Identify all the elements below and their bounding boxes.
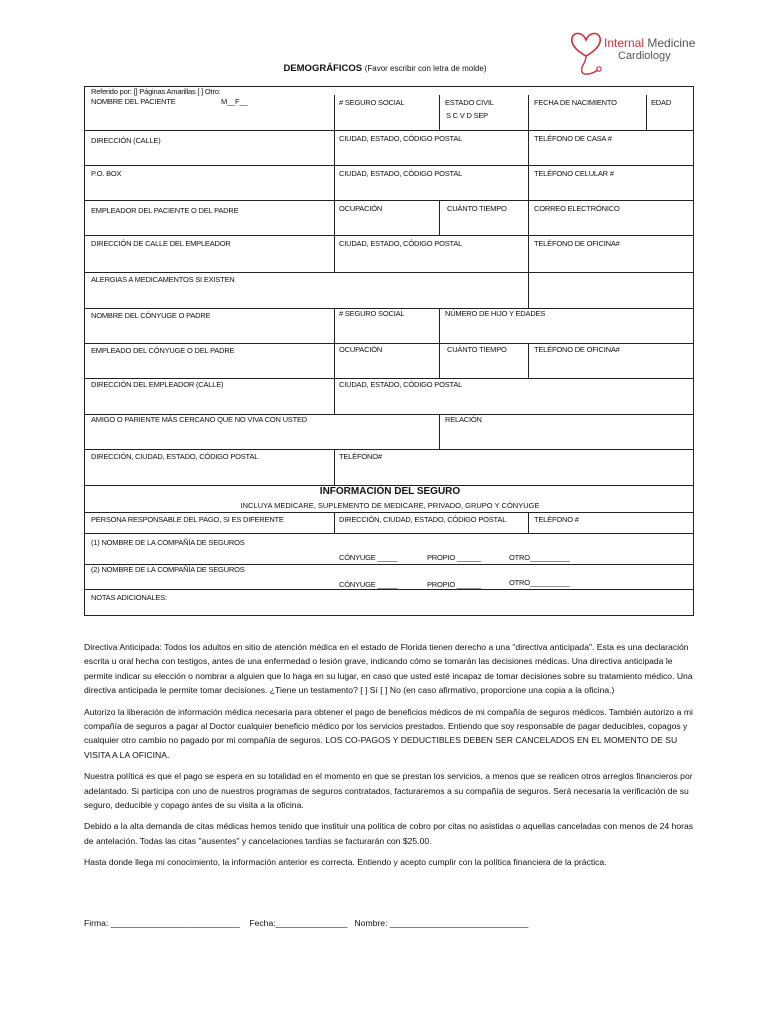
employer-label: EMPLEADOR DEL PACIENTE O DEL PADRE (91, 206, 239, 215)
spouse-employer-label: EMPLEADO DEL CÓNYUGE O DEL PADRE (91, 346, 235, 355)
city-label-4: CIUDAD, ESTADO, CÓDIGO POSTAL (339, 380, 463, 389)
col-line (528, 343, 529, 378)
sex-field[interactable]: M__F__ (221, 97, 248, 106)
office-phone-label-1: TELÉFONO DE OFICINA# (534, 239, 620, 248)
po-box-label: P.O. BOX (91, 169, 122, 178)
nearest-relative-label: AMIGO O PARIENTE MÁS CERCANO QUE NO VIVA CON USTED (91, 415, 308, 424)
col-line (439, 200, 440, 235)
home-phone-label: TELÉFONO DE CASA # (534, 134, 612, 143)
occupation-label-1: OCUPACIÓN (339, 204, 383, 213)
insurance-section-title: INFORMACIÓN DEL SEGURO (319, 486, 461, 497)
occupation-label-2: OCUPACIÓN (339, 345, 383, 354)
document-title (0, 63, 770, 74)
no-show-policy-paragraph: Debido a la alta demanda de citas médicas hemos tenido que instituir una política de cobro por citas no asistidas o aquellas canceladas con menos de 24 horas de antelación. Todas las citas "ausentes" y cancelaciones tardías se facturarán con $25.00. (84, 821, 694, 846)
office-phone-label-2: TELÉFONO DE OFICINA# (534, 345, 620, 354)
how-long-label-1: CUÁNTO TIEMPO (447, 204, 507, 213)
insurance-2-spouse-field[interactable]: CÓNYUGE _____ (339, 580, 398, 589)
responsible-address-label: DIRECCIÓN, CIUDAD, ESTADO, CÓDIGO POSTAL (339, 515, 507, 524)
spouse-name-label: NOMBRE DEL CÓNYUGE O PADRE (91, 311, 211, 320)
city-label-3: CIUDAD, ESTADO, CÓDIGO POSTAL (339, 239, 463, 248)
row-line (85, 343, 693, 344)
row-line (85, 235, 693, 236)
authorization-paragraph: Autorizo la liberación de información médica necesaria para obtener el pago de beneficios médicos de mi compañía de seguros médicos. También autorizo a mi compañía de seguros a pagar al Doctor cualquier beneficio médico por los servicios prestados. Entiendo que soy responsable de pagar deducibles, copagos y cualquier otro cambio no pagado por mi compañía de seguros. LOS CO-PAGOS Y DEDUCTIBLES DEBEN SER CANCELADOS EN EL MOMENTO DE SU VISITA A LA OFICINA. (84, 706, 693, 760)
patient-name-label: NOMBRE DEL PACIENTE (91, 97, 176, 106)
col-line (439, 95, 440, 130)
allergies-label: ALERGIAS A MEDICAMENTOS SI EXISTEN (91, 275, 235, 284)
row-line (85, 130, 693, 131)
cell-phone-label: TELÉFONO CELULAR # (534, 169, 614, 178)
birthdate-label: FECHA DE NACIMIENTO (534, 98, 617, 107)
phone-label: TELÉFONO# (339, 452, 382, 461)
advance-directive-paragraph: Directiva Anticipada: Todos los adultos en sitio de atención médica en el estado de Florida tienen derecho a una "directiva anticipada". Esta es una declaración escrita u oral hecha con testigos, antes de una enfermedad o lesión grave, indicando cómo se tomarán las decisiones médicas. Una directiva anticipada le permite indicar su elección o nombrar a alguien que lo haga en su lugar, en caso que usted esté incapaz de tomar decisiones sobre su tratamiento médico. Una directiva anticipada le permite tomar decisiones. ¿Tiene un testamento? [ ] Sí [ ] No (en caso afirmativo, proporcione una copia a la oficina.) (84, 642, 693, 696)
insurance-section-subtitle: INCLUYA MEDICARE, SUPLEMENTO DE MEDICARE, PRIVADO, GRUPO Y CÓNYUGE (240, 501, 540, 510)
payment-policy-paragraph: Nuestra política es que el pago se espera en su totalidad en el momento en que se prestan los servicios, a menos que se realicen otros arreglos financieros por adelantado. Si participa con uno de nuestros programas de seguros contratados, facturaremos a su compañía de seguros. Será necesaria la verificación de su seguro, deducible y copago antes de su visita a la oficina. (84, 771, 693, 811)
row-line (85, 449, 693, 450)
logo-word-cardiology: Cardiology (618, 50, 671, 62)
row-line (85, 589, 693, 590)
insurance-company-1-label: (1) NOMBRE DE LA COMPAÑÍA DE SEGUROS (91, 538, 245, 547)
email-label: CORREO ELECTRÓNICO (534, 204, 620, 213)
marital-status-options[interactable]: S C V D SEP (446, 111, 488, 120)
additional-notes-label: NOTAS ADICIONALES: (91, 593, 167, 602)
employer-address-label-2: DIRECCIÓN DEL EMPLEADOR (CALLE) (91, 380, 224, 389)
title-sub: (Favor escribir con letra de molde) (364, 64, 487, 73)
insurance-1-self-field[interactable]: PROPIO ______ (427, 553, 481, 562)
insurance-1-spouse-field[interactable]: CÓNYUGE _____ (339, 553, 398, 562)
title-main: DEMOGRÁFICOS (283, 63, 363, 74)
row-line (85, 533, 693, 534)
insurance-2-other-field[interactable]: OTRO__________ (509, 578, 570, 587)
age-label: EDAD (651, 98, 672, 107)
full-address-label: DIRECCIÓN, CIUDAD, ESTADO, CÓDIGO POSTAL (91, 452, 259, 461)
responsible-phone-label: TELÉFONO # (534, 515, 579, 524)
demographics-form (84, 86, 694, 616)
col-line (334, 308, 335, 378)
date-field[interactable]: Fecha:_______________ (249, 918, 348, 928)
row-line (85, 165, 693, 166)
col-line (439, 414, 440, 449)
responsible-party-label: PERSONA RESPONSABLE DEL PAGO, SI ES DIFERENTE (91, 515, 284, 524)
policy-text (84, 640, 696, 877)
referido-label: Referido por: [] Páginas Amarillas [ ] Otro: (91, 87, 221, 96)
col-line (528, 512, 529, 533)
insurance-company-2-label: (2) NOMBRE DE LA COMPAÑÍA DE SEGUROS (91, 565, 245, 574)
col-line (334, 449, 335, 485)
col-line (334, 512, 335, 533)
relationship-label: RELACIÓN (445, 415, 482, 424)
signature-field[interactable]: Firma: ___________________________ (84, 918, 240, 928)
city-label-1: CIUDAD, ESTADO, CÓDIGO POSTAL (339, 134, 463, 143)
col-line (646, 95, 647, 130)
logo-word-internal: Internal (604, 36, 645, 50)
col-line (334, 95, 335, 272)
ssn-label-2: # SEGURO SOCIAL (339, 309, 405, 318)
acknowledgement-paragraph: Hasta donde llega mi conocimiento, la información anterior es correcta. Entiendo y acepto cumplir con la política financiera de la práctica. (84, 857, 607, 868)
row-line (85, 200, 693, 201)
logo-word-medicine: Medicine (647, 36, 696, 50)
employer-address-label: DIRECCIÓN DE CALLE DEL EMPLEADOR (91, 239, 231, 248)
signature-row (84, 918, 696, 928)
row-line (85, 378, 693, 379)
insurance-1-other-field[interactable]: OTRO__________ (509, 553, 570, 562)
how-long-label-2: CUÁNTO TIEMPO (447, 345, 507, 354)
ssn-label: # SEGURO SOCIAL (339, 98, 405, 107)
street-address-label: DIRECCIÓN (CALLE) (91, 136, 161, 145)
col-line (439, 308, 440, 378)
insurance-2-self-field[interactable]: PROPIO ______ (427, 580, 481, 589)
city-label-2: CIUDAD, ESTADO, CÓDIGO POSTAL (339, 169, 463, 178)
col-line (334, 378, 335, 414)
row-line (85, 512, 693, 513)
row-line (85, 272, 693, 273)
col-line (528, 95, 529, 308)
marital-status-label: ESTADO CIVIL (445, 98, 494, 107)
name-field[interactable]: Nombre: _____________________________ (354, 918, 529, 928)
children-label: NÚMERO DE HIJO Y EDADES (445, 309, 546, 318)
